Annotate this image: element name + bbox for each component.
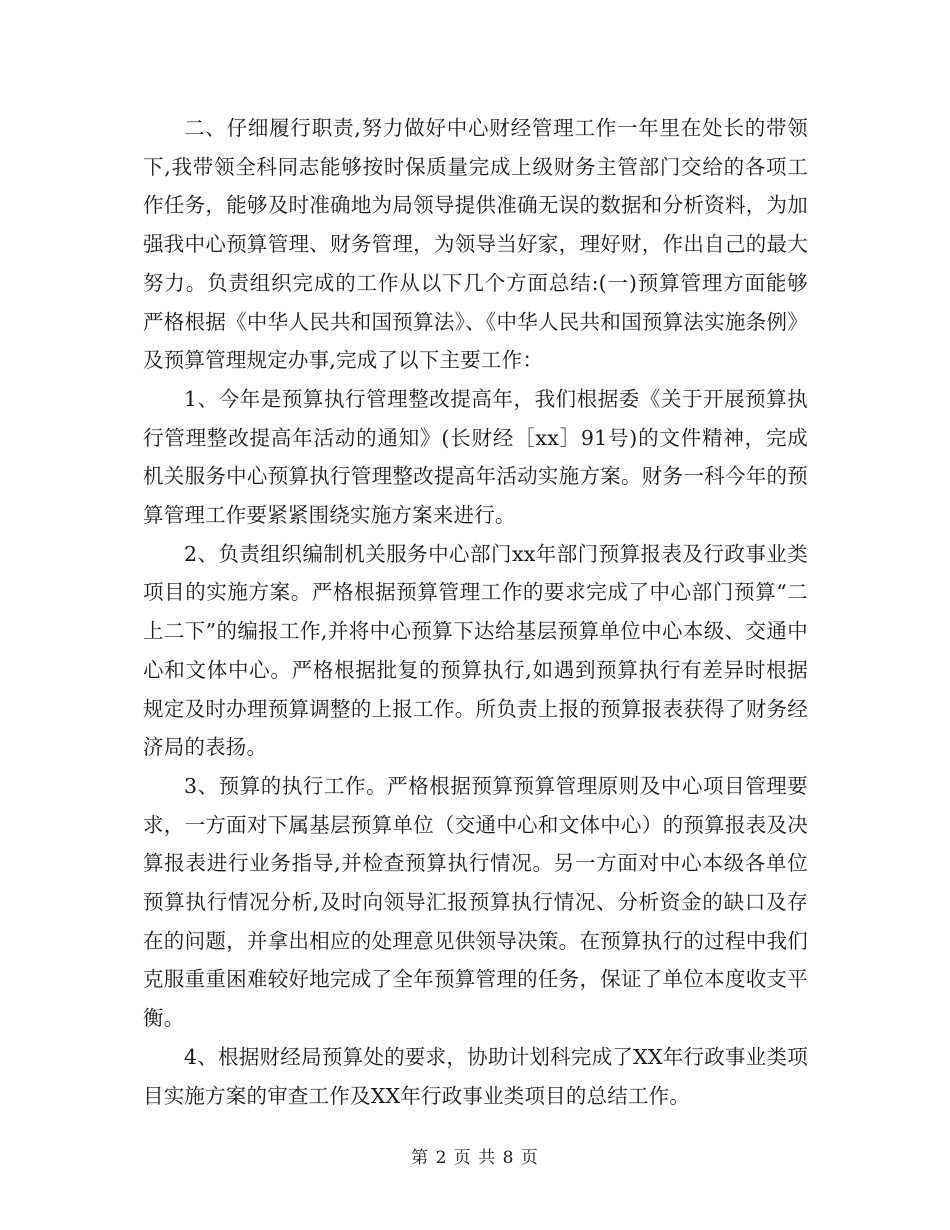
paragraph-item-3: 3、预算的执行工作。严格根据预算预算管理原则及中心项目管理要求，一方面对下属基层预算单位（交通中心和文体中心）的预算报表及决算报表进行业务指导,并检查预算执行情况。另一方面对中心本级各单位预算执行情况分析,及时向领导汇报预算执行情况、分析资金的缺口及存在的问题，并拿出相应的处理意见供领导决策。在预算执行的过程中我们克服重重困难较好地完成了全年预算管理的任务，保证了单位本度收支平衡。 bbox=[143, 773, 808, 1031]
paragraph-item-2: 2、负责组织编制机关服务中心部门xx年部门预算报表及行政事业类项目的实施方案。严格根据预算管理工作的要求完成了中心部门预算“二上二下”的编报工作,并将中心预算下达给基层预算单位中心本级、交通中心和文体中心。严格根据批复的预算执行,如遇到预算执行有差异时根据规定及时办理预算调整的上报工作。所负责上报的预算报表获得了财务经济局的表扬。 bbox=[143, 541, 808, 760]
paragraph-item-1: 1、今年是预算执行管理整改提高年，我们根据委《关于开展预算执行管理整改提高年活动的通知》(长财经［xx］91号)的文件精神，完成机关服务中心预算执行管理整改提高年活动实施方案。财务一科今年的预算管理工作要紧紧围绕实施方案来进行。 bbox=[143, 386, 808, 528]
paragraph-item-4: 4、根据财经局预算处的要求，协助计划科完成了XX年行政事业类项目实施方案的审查工作及XX年行政事业类项目的总结工作。 bbox=[143, 1044, 808, 1108]
page-number-footer: 第 2 页 共 8 页 bbox=[411, 1148, 539, 1168]
paragraph-intro: 二、仔细履行职责,努力做好中心财经管理工作一年里在处长的带领下,我带领全科同志能够按时保质量完成上级财务主管部门交给的各项工作任务，能够及时准确地为局领导提供准确无误的数据和分析资料，为加强我中心预算管理、财务管理，为领导当好家，理好财，作出自己的最大努力。负责组织完成的工作从以下几个方面总结:(一)预算管理方面能够严格根据《中华人民共和国预算法》、《中华人民共和国预算法实施条例》及预算管理规定办事,完成了以下主要工作： bbox=[143, 116, 808, 373]
document-body bbox=[143, 109, 808, 1115]
